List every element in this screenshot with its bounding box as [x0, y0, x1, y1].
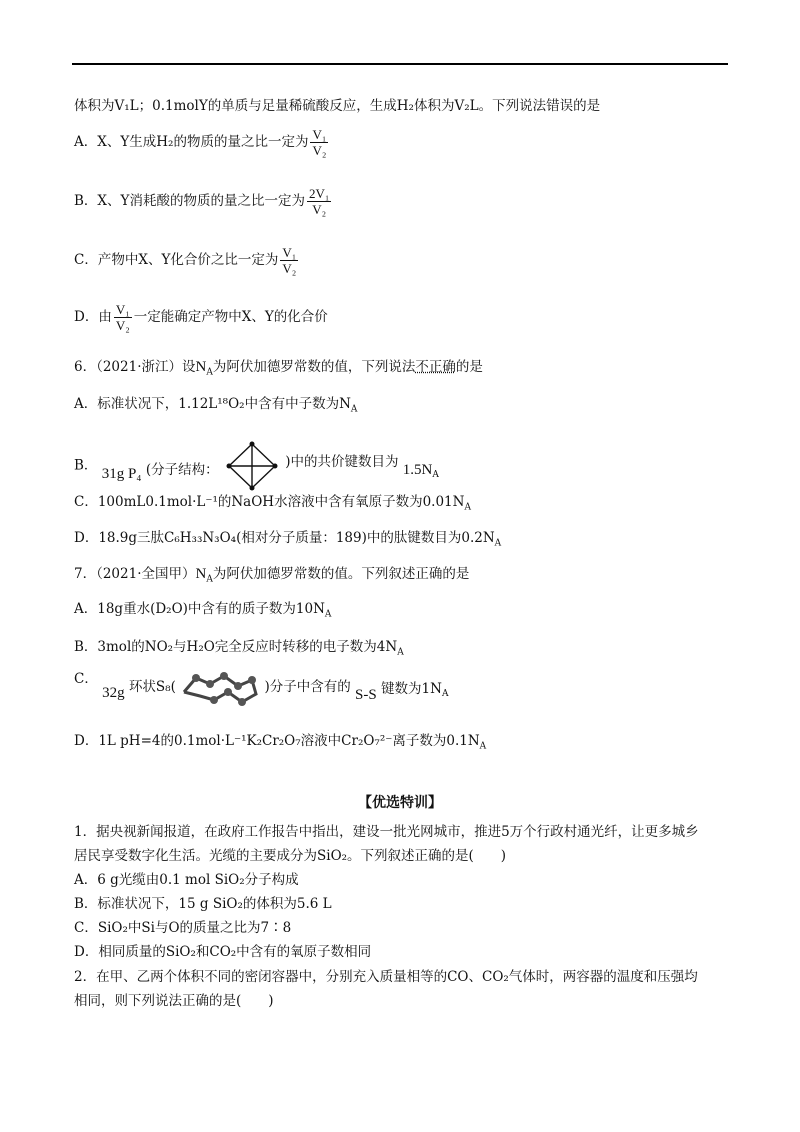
q7-option-c[interactable]: C． 32g 环状S₈( )分子中含有的 S-S 键数为$1N_A$	[74, 672, 448, 706]
q7-option-b[interactable]: B．3mol的NO₂与H₂O完全反应时转移的电子数为$4N_A$	[74, 639, 404, 658]
q5-option-d[interactable]: D．由 $\frac{\text{V₁}}{\text{V₂}}$ 一定能确定产物中X、Y的化合价	[74, 302, 328, 333]
q7-option-d[interactable]: D．1L pH=4的0.1mol·L⁻¹K₂Cr₂O₇溶液中Cr₂O₇²⁻离子数为$0.1N_A$	[74, 733, 487, 752]
p4-molecule-structure-icon	[223, 440, 281, 492]
q6-option-b[interactable]: B． 31g P₄ (分子结构： )中的共价键数目为 $1.5N_A$	[74, 440, 439, 492]
q7-stem: 7．（2021·全国甲）$N_A$为阿伏加德罗常数的值。下列叙述正确的是	[74, 566, 470, 585]
q5-option-b[interactable]: B．X、Y消耗酸的物质的量之比一定为 $\frac{\text{2V₁}}{\text{V₂}}$	[74, 186, 330, 217]
p2-stem-line2: 相同，则下列说法正确的是( )	[74, 993, 274, 1009]
fraction: $\frac{\text{V₁}}{\text{V₂}}$	[312, 127, 327, 158]
p2-stem-line1: 2．在甲、乙两个体积不同的密闭容器中，分别充入质量相等的CO、CO₂气体时，两容器的温度和压强均	[74, 969, 698, 985]
fraction: $\frac{\text{V₁}}{\text{V₂}}$	[115, 302, 130, 333]
q6-option-a[interactable]: A．标准状况下，1.12L¹⁸O₂中含有中子数为$N_A$	[74, 396, 358, 415]
s8-ring-structure-icon	[180, 672, 260, 706]
q6-option-d[interactable]: D．18.9g三肽C₆H₃₃N₃O₄(相对分子质量：189)中的肽键数目为$0.2N_A$	[74, 530, 502, 549]
fraction: $\frac{\text{V₁}}{\text{V₂}}$	[282, 245, 297, 276]
p1-option-a[interactable]: A．6 g光缆由0.1 mol SiO₂分子构成	[74, 872, 299, 888]
section-title: 【优选特训】	[358, 795, 442, 811]
p1-option-d[interactable]: D．相同质量的SiO₂和CO₂中含有的氧原子数相同	[74, 944, 372, 960]
q5-option-c[interactable]: C．产物中X、Y化合价之比一定为 $\frac{\text{V₁}}{\text{V₂}}$	[74, 245, 297, 276]
q5-option-a[interactable]: A．X、Y生成H₂的物质的量之比一定为 $\frac{\text{V₁}}{\text{V₂}}$	[74, 127, 327, 158]
q5-stem: 体积为V₁L；0.1molY的单质与足量稀硫酸反应，生成H₂体积为V₂L。下列说法错误的是	[74, 98, 601, 114]
q7-option-a[interactable]: A．18g重水(D₂O)中含有的质子数为$10N_A$	[74, 601, 332, 620]
p1-stem-line2: 居民享受数字化生活。光缆的主要成分为SiO₂。下列叙述正确的是( )	[74, 848, 507, 864]
header-rule	[72, 63, 728, 65]
p1-stem-line1: 1．据央视新闻报道，在政府工作报告中指出，建设一批光网城市，推进5万个行政村通光纤，让更多城乡	[74, 824, 699, 840]
p1-option-c[interactable]: C．SiO₂中Si与O的质量之比为7∶8	[74, 920, 292, 936]
q6-option-c[interactable]: C．100mL0.1mol·L⁻¹的NaOH水溶液中含有氧原子数为$0.01N_A$	[74, 494, 471, 513]
p1-option-b[interactable]: B．标准状况下，15 g SiO₂的体积为5.6 L	[74, 896, 332, 912]
emphasis-dotted: 不正确	[415, 359, 456, 375]
fraction: $\frac{\text{2V₁}}{\text{V₂}}$	[308, 186, 330, 217]
q6-stem: 6．（2021·浙江）设$N_A$为阿伏加德罗常数的值，下列说法不正确的是	[74, 359, 483, 378]
